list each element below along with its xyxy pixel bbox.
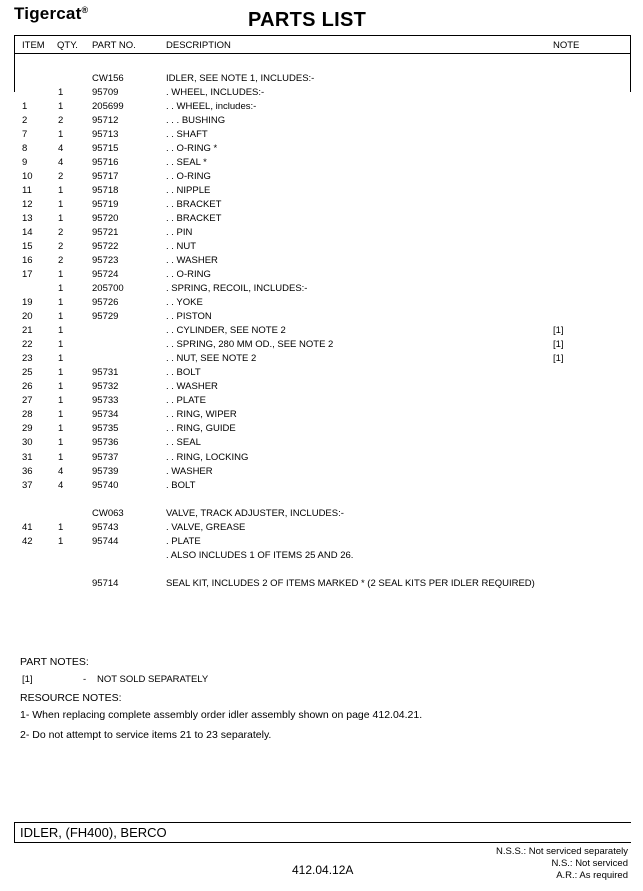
row-quantity: 4 [58,143,64,154]
row-item-number: 41 [22,522,33,533]
row-part-number: 205699 [92,101,124,112]
row-part-number: 95712 [92,115,119,126]
row-item-number: 10 [22,171,33,182]
row-quantity: 1 [58,213,64,224]
row-quantity: 1 [58,452,64,463]
row-part-number: 95736 [92,437,119,448]
row-description: . . O-RING [166,171,211,182]
row-note: [1] [553,325,564,336]
row-quantity: 2 [58,255,64,266]
row-description: IDLER, SEE NOTE 1, INCLUDES:- [166,73,315,84]
page-title: PARTS LIST [248,9,367,31]
table-row [0,480,643,494]
table-row [0,73,643,87]
table-row [0,241,643,255]
row-item-number: 11 [22,185,32,196]
row-description: . . NUT, SEE NOTE 2 [166,353,257,364]
row-quantity: 1 [58,353,64,364]
row-item-number: 15 [22,241,33,252]
row-quantity: 1 [58,199,64,210]
row-quantity: 1 [58,297,64,308]
row-part-number: 95720 [92,213,119,224]
table-row [0,213,643,227]
row-quantity: 1 [58,101,64,112]
row-item-number: 2 [22,115,28,126]
row-item-number: 17 [22,269,33,280]
row-quantity: 1 [58,409,64,420]
row-item-number: 23 [22,353,33,364]
table-row [0,550,643,564]
table-row [0,325,643,339]
table-row [0,353,643,367]
part-note-dash: - [83,674,87,685]
table-row [0,466,643,480]
table-row [0,129,643,143]
row-part-number: 95719 [92,199,119,210]
row-description: . . SHAFT [166,129,208,140]
row-description: . . SEAL [166,437,201,448]
row-quantity: 1 [58,185,64,196]
row-item-number: 36 [22,466,33,477]
row-item-number: 20 [22,311,33,322]
row-item-number: 37 [22,480,33,491]
row-part-number: 205700 [92,283,124,294]
row-description: . . WASHER [166,381,218,392]
table-row [0,185,643,199]
table-row [0,199,643,213]
row-item-number: 13 [22,213,33,224]
table-row [0,339,643,353]
row-item-number: 30 [22,437,33,448]
page-number: 412.04.12A [292,863,354,877]
column-header-note: NOTE [553,40,580,51]
table-row [0,409,643,423]
row-part-number: 95723 [92,255,119,266]
resource-note-1: 1- When replacing complete assembly order idler assembly shown on page 412.04.21. [20,709,423,721]
table-row [0,87,643,101]
part-notes-heading: PART NOTES: [20,656,89,668]
row-part-number: 95722 [92,241,119,252]
table-row [0,157,643,171]
row-description: . . NUT [166,241,197,252]
row-part-number: 95726 [92,297,119,308]
row-description: . . O-RING * [166,143,218,154]
legend-ar: A.R.: As required [556,870,628,881]
table-row [0,522,643,536]
row-description: . BOLT [166,480,196,491]
row-description: . . YOKE [166,297,203,308]
table-row [0,381,643,395]
table-row [0,395,643,409]
row-part-number: 95744 [92,536,119,547]
row-part-number: 95718 [92,185,119,196]
table-row [0,311,643,325]
table-row [0,423,643,437]
row-part-number: 95735 [92,423,119,434]
row-quantity: 1 [58,283,64,294]
table-row [0,101,643,115]
row-part-number: 95739 [92,466,119,477]
part-note-text: NOT SOLD SEPARATELY [97,674,209,685]
row-item-number: 7 [22,129,28,140]
row-description: . . O-RING [166,269,211,280]
row-item-number: 22 [22,339,33,350]
row-part-number: 95721 [92,227,119,238]
row-description: . WASHER [166,466,213,477]
row-quantity: 4 [58,480,64,491]
row-part-number: 95737 [92,452,119,463]
table-row [0,367,643,381]
brand-name: Tigercat [14,4,82,23]
row-description: . . SEAL * [166,157,207,168]
row-quantity: 2 [58,241,64,252]
row-description: . . PIN [166,227,193,238]
row-description: . . BRACKET [166,199,222,210]
legend-ns: N.S.: Not serviced [551,858,628,869]
table-row [0,171,643,185]
row-description: . . PISTON [166,311,212,322]
row-note: [1] [553,339,564,350]
row-quantity: 1 [58,339,64,350]
row-description: . VALVE, GREASE [166,522,246,533]
row-description: . PLATE [166,536,201,547]
row-part-number: 95729 [92,311,119,322]
row-item-number: 25 [22,367,33,378]
row-part-number: 95714 [92,578,119,589]
row-item-number: 21 [22,325,33,336]
row-part-number: CW063 [92,508,124,519]
row-item-number: 8 [22,143,28,154]
row-description: . . NIPPLE [166,185,211,196]
row-part-number: 95733 [92,395,119,406]
table-row [0,283,643,297]
row-item-number: 27 [22,395,33,406]
row-item-number: 12 [22,199,33,210]
table-row [0,255,643,269]
column-header-qty: QTY. [57,40,78,51]
row-quantity: 1 [58,87,64,98]
row-quantity: 1 [58,536,64,547]
row-quantity: 1 [58,311,64,322]
table-row [0,452,643,466]
table-row [0,437,643,451]
table-row [0,508,643,522]
row-description: SEAL KIT, INCLUDES 2 OF ITEMS MARKED * (2 SEAL KITS PER IDLER REQUIRED) [166,578,535,589]
row-part-number: 95732 [92,381,119,392]
row-quantity: 1 [58,522,64,533]
row-item-number: 29 [22,423,33,434]
row-description: VALVE, TRACK ADJUSTER, INCLUDES:- [166,508,344,519]
row-item-number: 42 [22,536,33,547]
row-description: . . BRACKET [166,213,222,224]
row-quantity: 1 [58,269,64,280]
row-description: . SPRING, RECOIL, INCLUDES:- [166,283,308,294]
row-quantity: 2 [58,115,64,126]
row-item-number: 16 [22,255,33,266]
table-row [0,115,643,129]
row-quantity: 1 [58,129,64,140]
row-description: . . RING, LOCKING [166,452,249,463]
row-quantity: 1 [58,395,64,406]
table-row [0,536,643,550]
row-part-number: 95743 [92,522,119,533]
row-description: . . CYLINDER, SEE NOTE 2 [166,325,286,336]
column-header-item: ITEM [22,40,45,51]
row-part-number: CW156 [92,73,124,84]
row-item-number: 9 [22,157,28,168]
row-item-number: 31 [22,452,33,463]
row-item-number: 28 [22,409,33,420]
table-row [0,227,643,241]
row-item-number: 14 [22,227,33,238]
row-description: . . SPRING, 280 MM OD., SEE NOTE 2 [166,339,334,350]
row-description: . WHEEL, INCLUDES:- [166,87,265,98]
legend-nss: N.S.S.: Not serviced separately [496,846,628,857]
assembly-title: IDLER, (FH400), BERCO [20,825,167,840]
row-quantity: 2 [58,171,64,182]
row-part-number: 95717 [92,171,119,182]
column-header-description: DESCRIPTION [166,40,231,51]
row-part-number: 95724 [92,269,119,280]
row-quantity: 4 [58,466,64,477]
row-part-number: 95734 [92,409,119,420]
registered-mark: ® [81,5,89,15]
row-description: . . WHEEL, includes:- [166,101,257,112]
row-quantity: 1 [58,367,64,378]
row-description: . . . BUSHING [166,115,226,126]
row-part-number: 95731 [92,367,119,378]
row-part-number: 95740 [92,480,119,491]
row-quantity: 4 [58,157,64,168]
row-part-number: 95715 [92,143,119,154]
row-item-number: 26 [22,381,33,392]
part-note-ref: [1] [22,674,33,685]
row-item-number: 19 [22,297,33,308]
row-description: . ALSO INCLUDES 1 OF ITEMS 25 AND 26. [166,550,354,561]
row-description: . . WASHER [166,255,218,266]
column-header-part-no: PART NO. [92,40,136,51]
row-quantity: 2 [58,227,64,238]
row-item-number: 1 [22,101,28,112]
row-description: . . PLATE [166,395,206,406]
table-row [0,578,643,592]
row-part-number: 95716 [92,157,119,168]
table-row [0,143,643,157]
row-note: [1] [553,353,564,364]
row-description: . . RING, GUIDE [166,423,236,434]
row-part-number: 95709 [92,87,119,98]
table-row [0,269,643,283]
row-quantity: 1 [58,381,64,392]
table-row [0,297,643,311]
row-quantity: 1 [58,423,64,434]
resource-note-2: 2- Do not attempt to service items 21 to 23 separately. [20,729,272,741]
resource-notes-heading: RESOURCE NOTES: [20,692,122,704]
row-description: . . BOLT [166,367,201,378]
row-description: . . RING, WIPER [166,409,237,420]
row-quantity: 1 [58,437,64,448]
row-part-number: 95713 [92,129,119,140]
row-quantity: 1 [58,325,64,336]
